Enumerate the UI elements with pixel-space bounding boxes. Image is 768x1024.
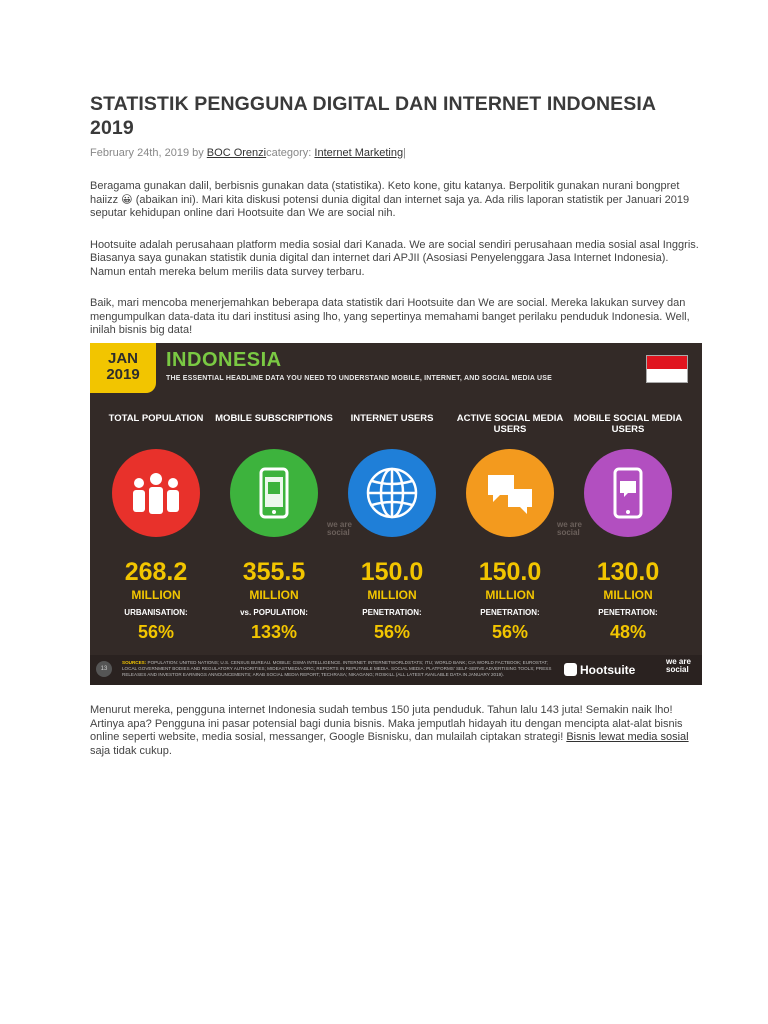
stat-subvalue: 56% — [491, 622, 529, 642]
stat-value: 355.5 — [242, 558, 306, 586]
closing-paragraph — [90, 704, 690, 758]
we-are-social-logo: we are social — [666, 657, 691, 674]
stat-unit: MILLION — [131, 588, 181, 602]
date-year: 2019 — [106, 366, 140, 383]
stat-column-mobile-social — [569, 413, 687, 642]
sources-body: POPULATION: UNITED NATIONS; U.S. CENSUS BUREAU. MOBILE: GSMA INTELLIGENCE. INTERNET: INTERNETWORLDSTATS; ITU; WORLD BANK; CIA WORLD FACTBOOK; EUROSTAT; LOCAL GOVERNMENT BODIES AND REGULATORY AUTHORITIES; MIDEASTMEDIA.ORG; REPORTS IN REPUTABLE MEDIA. SOCIAL MEDIA: PLATFORMS' SELF-SERVE ADVERTISING TOOLS; PRESS RELEASES AND INVESTOR EARNINGS ANNOUNCEMENTS; ARAB SOCIAL MEDIA REPORT; TECHRASA; NIKAGANG; ROSKILL (ALL LATEST AVAILABLE DATA IN JANUARY 2019). — [122, 660, 552, 677]
mobile-phone-icon — [230, 449, 318, 537]
stat-column-mobile — [215, 413, 333, 642]
page-number: 13 — [96, 661, 112, 677]
stat-sublabel: PENETRATION: — [362, 608, 422, 617]
stat-label: ACTIVE SOCIAL MEDIA USERS — [456, 413, 564, 435]
indonesia-flag-icon — [646, 355, 688, 383]
stat-subvalue: 56% — [373, 622, 411, 642]
stat-value: 150.0 — [360, 558, 424, 586]
category-link[interactable]: Internet Marketing — [314, 147, 404, 159]
people-icon — [112, 449, 200, 537]
paragraph-3: Baik, mari mencoba menerjemahkan beberapa data statistik dari Hootsuite dan We are social. Mereka lakukan survey dan mengumpulkan data-data itu dari institusi asing lho, yang sepertinya memahami banget perilaku penduduk Indonesia. Well, inilah bisnis big data! — [90, 297, 690, 336]
stat-sublabel: URBANISATION: — [124, 608, 188, 617]
date-badge — [90, 343, 156, 393]
stat-sublabel: PENETRATION: — [480, 608, 540, 617]
sources-text — [122, 660, 552, 678]
country-title: INDONESIA — [166, 349, 282, 371]
hootsuite-owl-icon — [564, 663, 577, 676]
stat-unit: MILLION — [367, 588, 417, 602]
mobile-chat-icon — [584, 449, 672, 537]
stat-subvalue: 48% — [609, 622, 647, 642]
sources-label: SOURCES: — [122, 660, 147, 665]
closing-tail: saja tidak cukup. — [90, 744, 172, 757]
stat-column-population — [97, 413, 215, 642]
stat-column-social — [451, 413, 569, 642]
stat-label: TOTAL POPULATION — [108, 413, 204, 424]
article-date: February 24th, 2019 by — [90, 147, 207, 159]
infographic-footer — [90, 655, 702, 685]
stat-value: 150.0 — [478, 558, 542, 586]
stat-sublabel: vs. POPULATION: — [240, 608, 308, 617]
stat-unit: MILLION — [249, 588, 299, 602]
article — [90, 92, 702, 338]
hootsuite-logo: Hootsuite — [580, 663, 636, 677]
stat-subvalue: 56% — [137, 622, 175, 642]
stat-label: MOBILE SOCIAL MEDIA USERS — [573, 413, 683, 435]
article-title: STATISTIK PENGGUNA DIGITAL DAN INTERNET INDONESIA 2019 — [90, 93, 656, 139]
bisnis-media-sosial-link[interactable]: Bisnis lewat media sosial — [566, 731, 689, 743]
stat-unit: MILLION — [603, 588, 653, 602]
date-month: JAN — [107, 350, 138, 367]
paragraph-1: Beragama gunakan dalil, berbisnis gunakan data (statistika). Keto kone, gitu katanya. Berpolitik gunakan nurani bongpret haiizz 😀 (abaikan ini). Mari kita diskusi potensi dunia digital dan internet saja ya. Ada rilis laporan statistik per Januari 2019 seputar kehidupan online dari Hootsuite dan We are social nih. — [90, 180, 690, 219]
watermark-we-are-social: we are social — [557, 520, 582, 537]
globe-icon — [348, 449, 436, 537]
paragraph-2: Hootsuite adalah perusahaan platform media sosial dari Kanada. We are social sendiri perusahaan media sosial asal Inggris. Biasanya saya gunakan statistik dunia digital dan internet dari APJII (Asosiasi Penyelenggara Jasa Internet Indonesia). Namun entah mereka belum merilis data survey terbaru. — [90, 238, 699, 278]
stat-label: MOBILE SUBSCRIPTIONS — [215, 413, 333, 424]
article-meta — [90, 146, 702, 160]
infographic-subtitle: THE ESSENTIAL HEADLINE DATA YOU NEED TO UNDERSTAND MOBILE, INTERNET, AND SOCIAL MEDIA USE — [166, 375, 552, 382]
stat-sublabel: PENETRATION: — [598, 608, 658, 617]
closing-text: Menurut mereka, pengguna internet Indonesia sudah tembus 150 juta penduduk. Tahun lalu 143 juta! Semakin naik lho! Artinya apa? Pengguna ini pasar potensial bagi dunia bisnis. Maka jemputlah hidayah itu dengan mencipta alat-alat bisnis online seperti website, media sosial, messanger, Google Bisnisku, dan mulailah ciptakan strategi! — [90, 704, 683, 743]
stat-unit: MILLION — [485, 588, 535, 602]
author-link[interactable]: BOC Orenzi — [206, 147, 267, 159]
watermark-we-are-social: we are social — [327, 520, 352, 537]
stat-value: 130.0 — [596, 558, 660, 586]
stat-value: 268.2 — [124, 558, 188, 586]
category-suffix: | — [403, 147, 406, 159]
infographic — [90, 343, 702, 685]
category-prefix: category: — [266, 147, 315, 159]
chat-bubbles-icon — [466, 449, 554, 537]
stat-subvalue: 133% — [250, 622, 298, 642]
stat-label: INTERNET USERS — [350, 413, 434, 424]
